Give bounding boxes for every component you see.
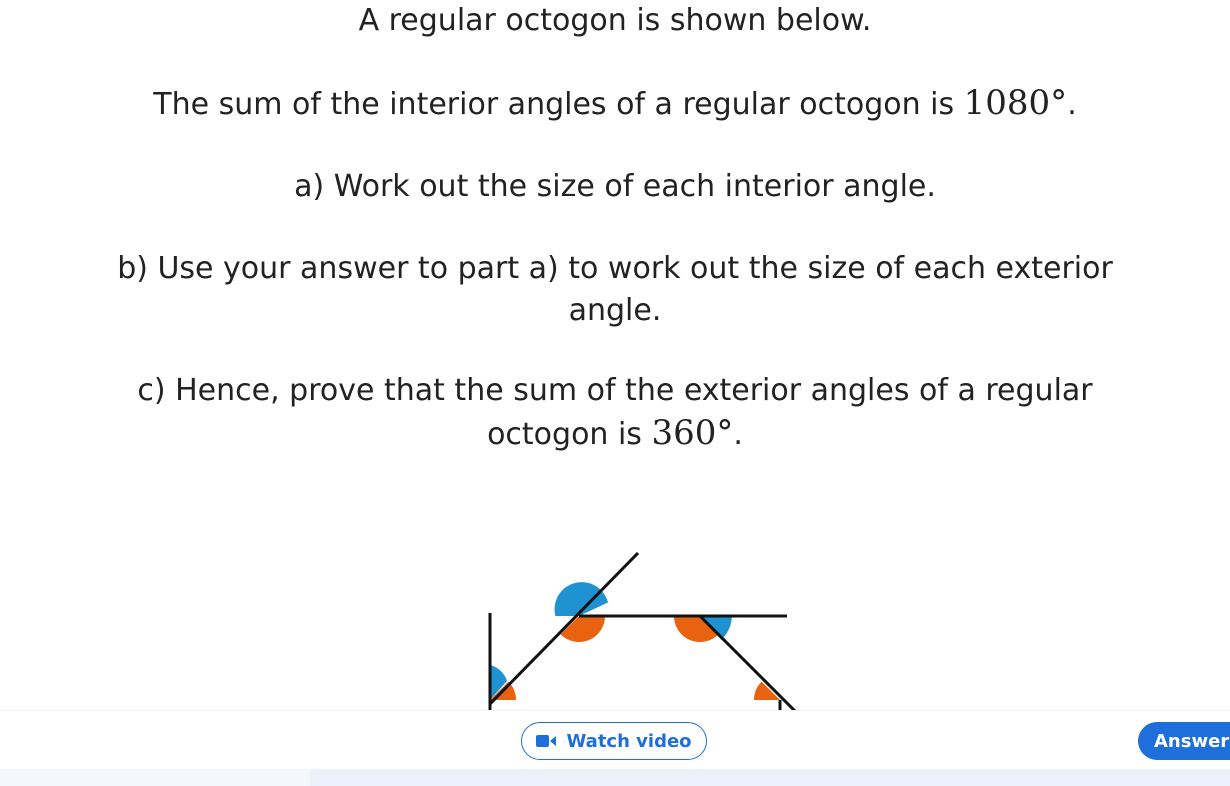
watch-video-label: Watch video [566,730,692,752]
video-camera-icon [536,734,558,748]
octagon-edge-upper-right [700,616,795,710]
question-part-a: a) Work out the size of each interior angle. [294,169,936,204]
bottom-strip-highlight [0,769,310,786]
math-360: 360° [651,413,734,453]
octagon-diagram [0,500,1230,710]
question-sum-statement: The sum of the interior angles of a regular octogon is 1080°. [153,83,1077,123]
math-1080: 1080° [963,83,1068,123]
question-part-c-cont: octogon is 360°. [487,413,743,453]
answer-button[interactable] [1138,722,1230,760]
interior-angle-top-left [561,616,605,642]
watch-video-button[interactable] [521,722,707,760]
question-part-b: b) Use your answer to part a) to work out the size of each exterior [117,251,1113,286]
bottom-action-bar [0,710,1230,786]
answer-label: Answer [1154,730,1230,752]
question-part-c: c) Hence, prove that the sum of the exterior angles of a regular [137,373,1093,408]
octagon-figure [0,500,1230,710]
question-part-b-cont: angle. [568,293,662,328]
octagon-edge-upper-left [490,553,638,704]
question-intro: A regular octogon is shown below. [358,3,872,38]
